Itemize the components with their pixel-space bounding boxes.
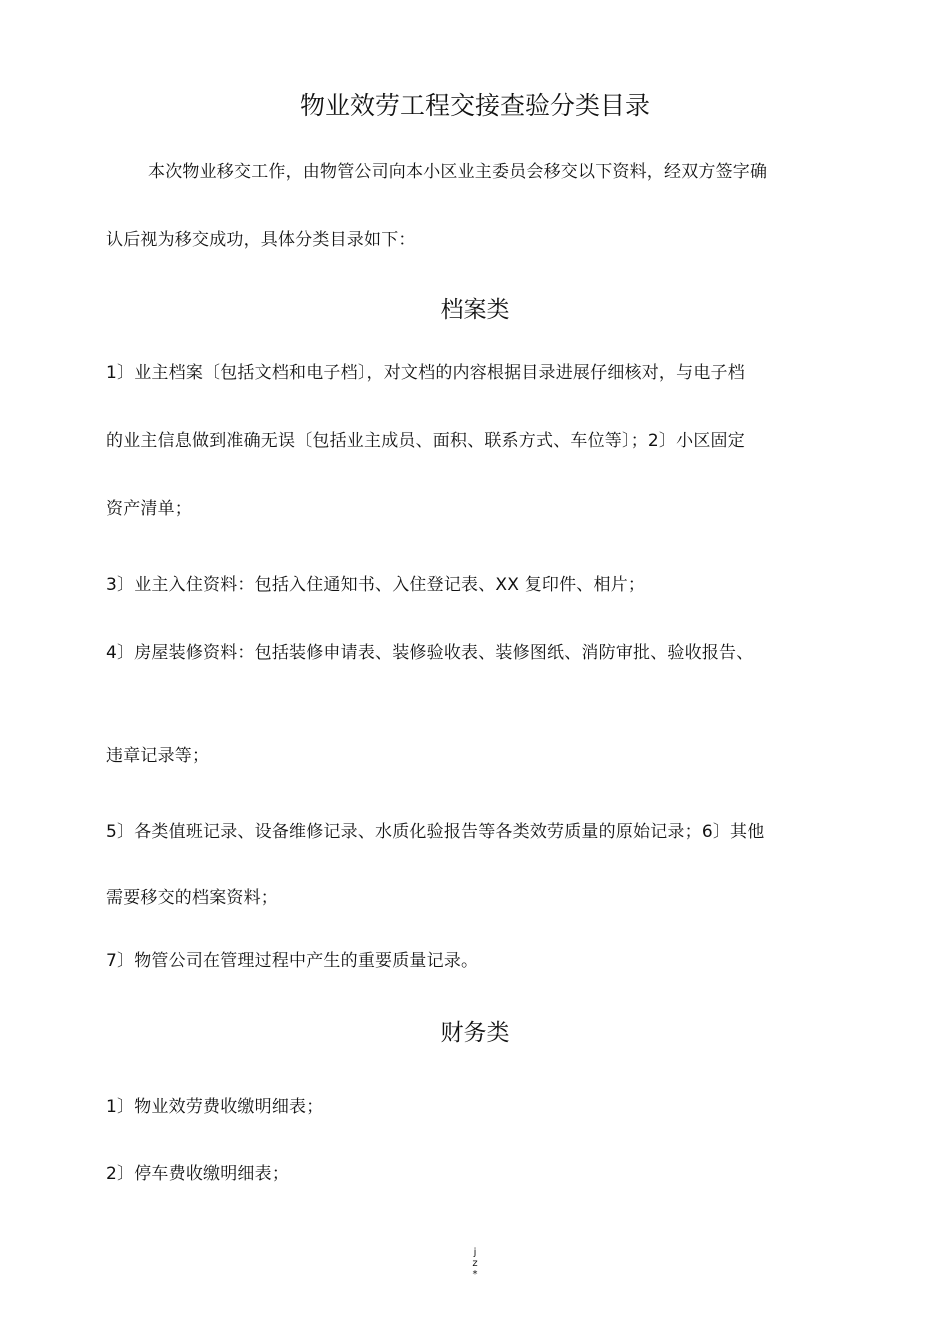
finance-line-2: 2〕停车费收缴明细表； bbox=[106, 1164, 290, 1184]
footer-char-3: * bbox=[472, 1269, 478, 1280]
intro-line-1: 本次物业移交工作，由物管公司向本小区业主委员会移交以下资料，经双方签字确 bbox=[148, 162, 768, 182]
section-heading-finance: 财务类 bbox=[440, 1020, 510, 1046]
footer-char-1: j bbox=[473, 1247, 477, 1258]
archives-line-2: 的业主信息做到准确无误〔包括业主成员、面积、联系方式、车位等〕；2〕小区固定 bbox=[106, 431, 745, 451]
page-title: 物业效劳工程交接查验分类目录 bbox=[299, 91, 650, 120]
archives-line-6: 违章记录等； bbox=[106, 746, 210, 766]
archives-line-3: 资产清单； bbox=[106, 499, 192, 519]
footer-char-2: z bbox=[472, 1258, 478, 1269]
finance-line-1: 1〕物业效劳费收缴明细表； bbox=[106, 1097, 324, 1117]
archives-line-9: 7〕物管公司在管理过程中产生的重要质量记录。 bbox=[106, 951, 479, 971]
page-footer bbox=[0, 1247, 950, 1280]
section-heading-archives: 档案类 bbox=[440, 297, 510, 323]
archives-line-8: 需要移交的档案资料； bbox=[106, 888, 278, 908]
intro-line-2: 认后视为移交成功，具体分类目录如下： bbox=[106, 230, 416, 250]
archives-line-7: 5〕各类值班记录、设备维修记录、水质化验报告等各类效劳质量的原始记录；6〕其他 bbox=[106, 822, 765, 842]
archives-line-5: 4〕房屋装修资料：包括装修申请表、装修验收表、装修图纸、消防审批、验收报告、 bbox=[106, 643, 754, 663]
archives-line-4: 3〕业主入住资料：包括入住通知书、入住登记表、XX 复印件、相片； bbox=[106, 575, 646, 595]
archives-line-1: 1〕业主档案〔包括文档和电子档〕，对文档的内容根据目录进展仔细核对，与电子档 bbox=[106, 363, 745, 383]
